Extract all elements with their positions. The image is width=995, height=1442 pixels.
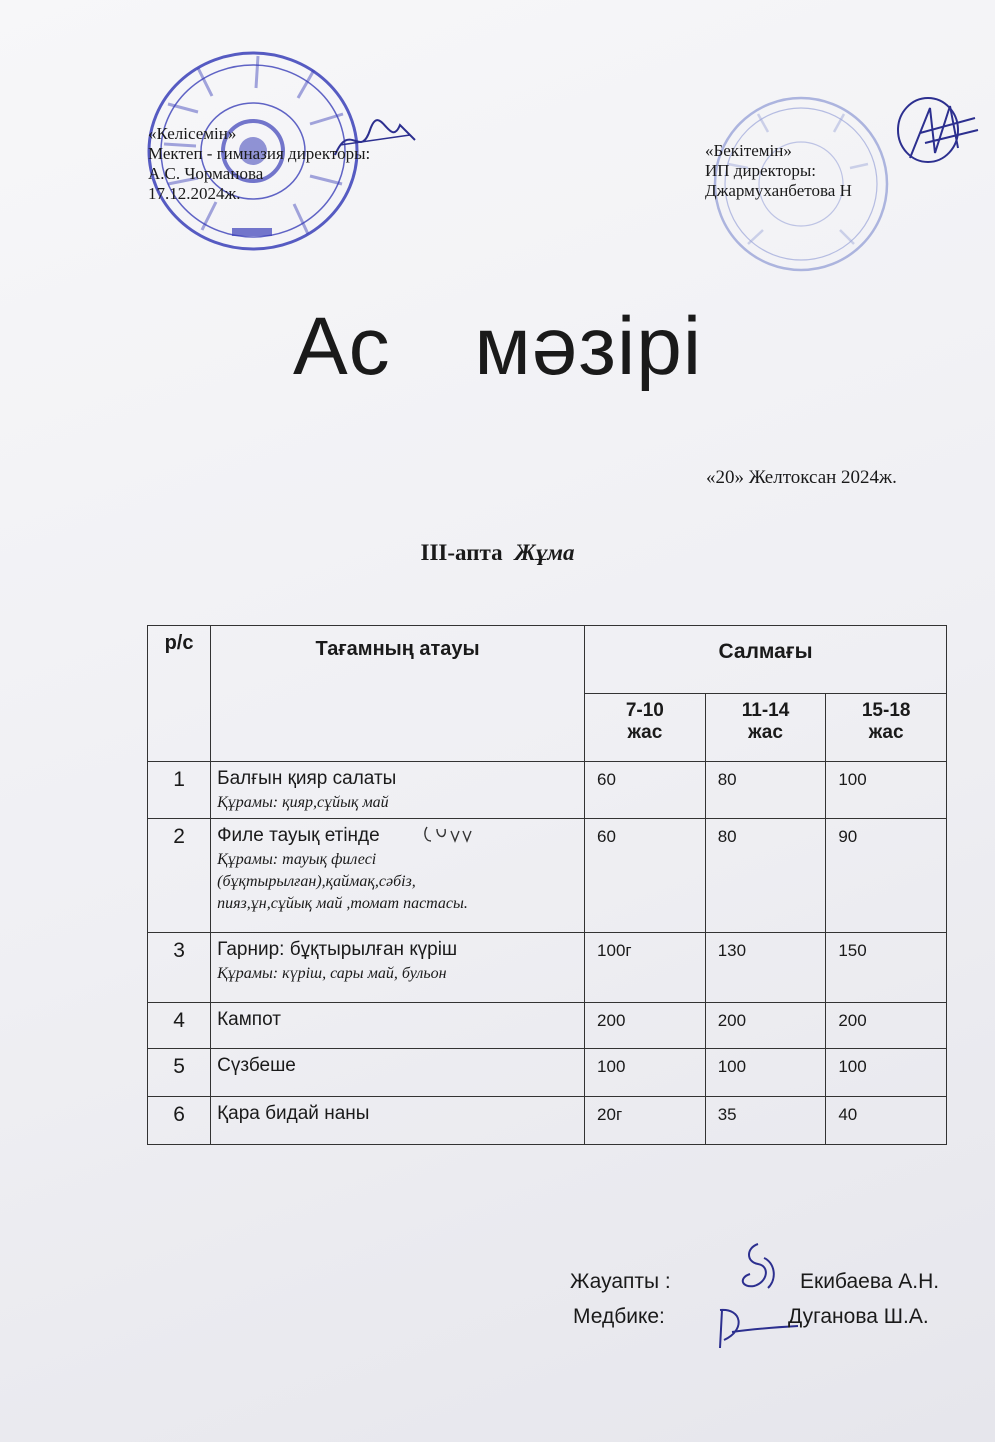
row-name-cell	[211, 933, 585, 1003]
header-weight: Салмағы	[585, 626, 947, 694]
responsible-signature	[728, 1238, 788, 1298]
page-title: Ас мәзірі	[292, 301, 703, 392]
row-no: 1	[148, 762, 211, 819]
approval-right-line1: «Бекітемін»	[705, 141, 792, 160]
row-name-cell	[211, 1003, 585, 1049]
approval-left	[148, 124, 370, 204]
weight-7-10: 100г	[585, 933, 706, 1003]
weight-11-14: 100	[705, 1049, 826, 1097]
row-no: 5	[148, 1049, 211, 1097]
responsible-line	[570, 1270, 671, 1294]
handwritten-note	[423, 823, 473, 845]
table-row	[148, 1003, 947, 1049]
weight-7-10: 20г	[585, 1097, 706, 1145]
row-name-cell	[211, 1097, 585, 1145]
table-row	[148, 762, 947, 819]
approval-left-line3: А.С. Чорманова	[148, 164, 264, 183]
responsible-name: Екибаева А.Н.	[800, 1270, 940, 1293]
header-name: Тағамның атауы	[211, 626, 585, 762]
nurse-line	[573, 1305, 665, 1329]
table-row	[148, 1049, 947, 1097]
approval-left-line4: 17.12.2024ж.	[148, 184, 241, 203]
week-day: Жұма	[514, 540, 575, 565]
dish-name: Балғын қияр салаты	[217, 768, 397, 789]
weight-7-10: 60	[585, 762, 706, 819]
weight-11-14: 80	[705, 762, 826, 819]
header-age-1: 7-10 жас	[585, 694, 706, 762]
weight-11-14: 130	[705, 933, 826, 1003]
row-name-cell	[211, 762, 585, 819]
approval-left-line1: «Келісемін»	[148, 124, 237, 143]
responsible-label: Жауапты :	[570, 1270, 671, 1293]
approval-right-line3: Джармуханбетова Н	[705, 181, 852, 200]
weight-15-18: 150	[826, 933, 947, 1003]
director-signature-right	[890, 88, 982, 174]
approval-right	[705, 141, 852, 201]
header-age-2: 11-14 жас	[705, 694, 826, 762]
row-name-cell	[211, 1049, 585, 1097]
weight-15-18: 40	[826, 1097, 947, 1145]
header-age-3: 15-18 жас	[826, 694, 947, 762]
table-header-row	[148, 626, 947, 694]
dish-name: Филе тауық етінде	[217, 825, 380, 846]
menu-date: «20» Желтоксан 2024ж.	[706, 467, 897, 488]
row-no: 2	[148, 819, 211, 933]
weight-15-18: 100	[826, 762, 947, 819]
dish-name: Кампот	[217, 1009, 281, 1030]
nurse-label: Медбике:	[573, 1305, 665, 1328]
dish-composition: Құрамы: қияр,сұйық май	[217, 794, 389, 811]
weight-11-14: 200	[705, 1003, 826, 1049]
row-no: 4	[148, 1003, 211, 1049]
weight-11-14: 35	[705, 1097, 826, 1145]
table-row	[148, 819, 947, 933]
header-no: р/с	[148, 626, 211, 762]
table-row	[148, 933, 947, 1003]
dish-name: Қара бидай наны	[217, 1103, 370, 1124]
row-name-cell	[211, 819, 585, 933]
approval-right-line2: ИП директоры:	[705, 161, 816, 180]
row-no: 3	[148, 933, 211, 1003]
nurse-name: Дуганова Ш.А.	[788, 1305, 929, 1328]
menu-table	[147, 625, 947, 1145]
weight-7-10: 200	[585, 1003, 706, 1049]
weight-7-10: 100	[585, 1049, 706, 1097]
dish-composition: Құрамы: тауық филесі (бұқтырылған),қаймақ,сәбіз, пияз,ұн,сұйық май ,томат пастасы.	[217, 851, 468, 912]
weight-15-18: 100	[826, 1049, 947, 1097]
table-row	[148, 1097, 947, 1145]
dish-name: Гарнир: бұқтырылған күріш	[217, 939, 458, 960]
weight-11-14: 80	[705, 819, 826, 933]
weight-7-10: 60	[585, 819, 706, 933]
row-no: 6	[148, 1097, 211, 1145]
approval-left-line2: Мектеп - гимназия директоры:	[148, 144, 371, 163]
week-label: III-апта	[420, 540, 503, 565]
weight-15-18: 200	[826, 1003, 947, 1049]
weight-15-18: 90	[826, 819, 947, 933]
dish-name: Сүзбеше	[217, 1055, 296, 1076]
week-heading	[0, 540, 995, 566]
dish-composition: Құрамы: күріш, сары май, бульон	[217, 965, 447, 982]
